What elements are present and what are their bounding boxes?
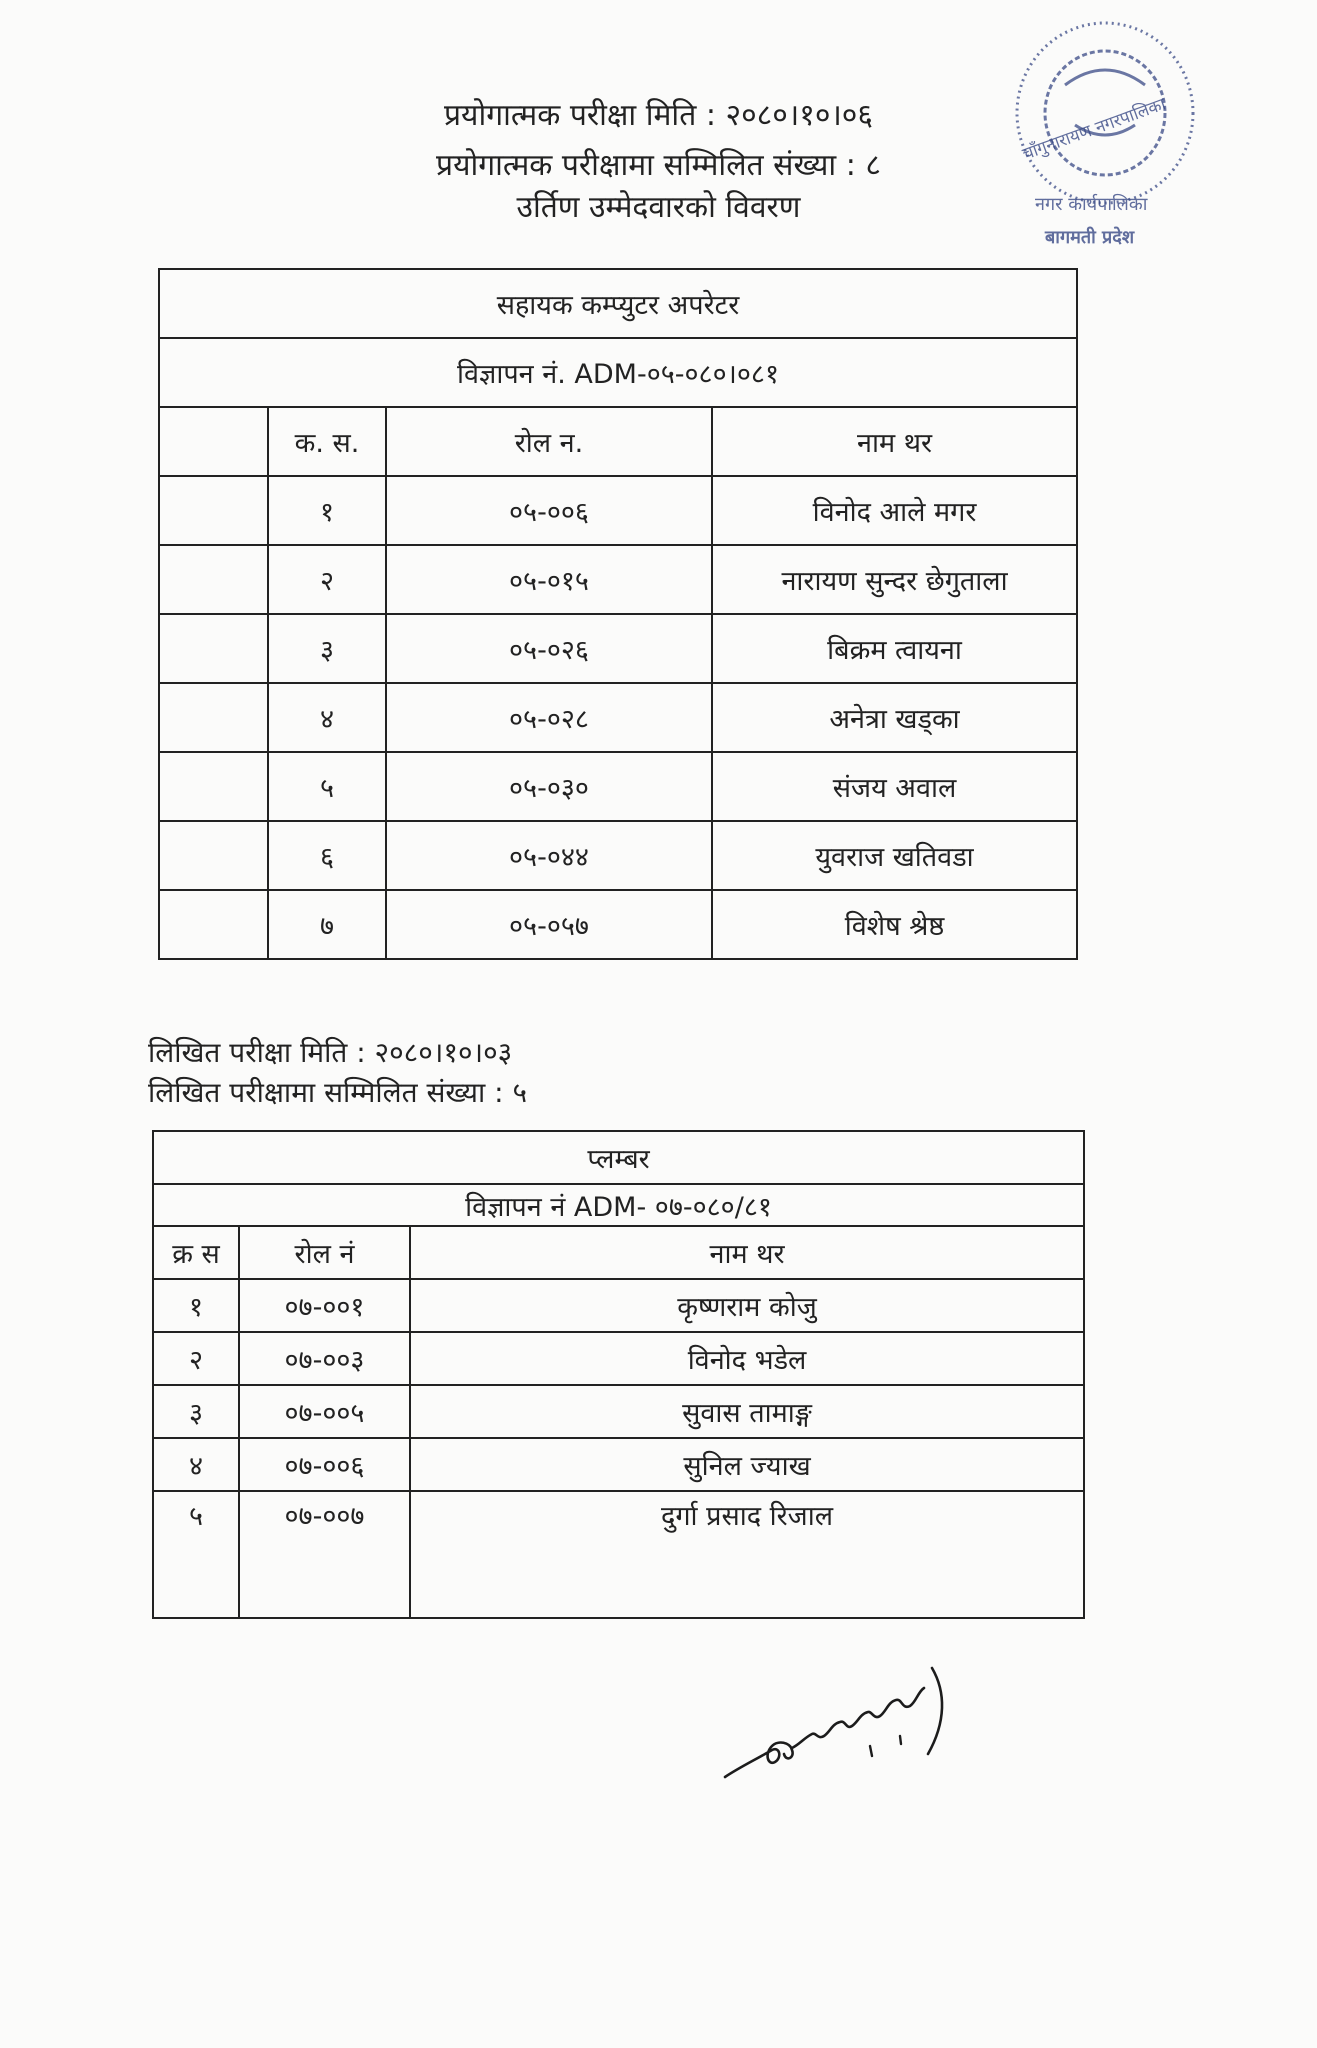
table-row xyxy=(159,752,1077,821)
roll-cell: ०५-०४४ xyxy=(386,821,712,890)
name-cell: युवराज खतिवडा xyxy=(712,821,1077,890)
table-row xyxy=(159,476,1077,545)
advertisement-number: विज्ञापन नं. ADM-०५-०८०।०८१ xyxy=(159,338,1077,407)
roll-cell: ०७-००५ xyxy=(239,1385,410,1438)
name-cell: संजय अवाल xyxy=(712,752,1077,821)
roll-cell: ०५-०३० xyxy=(386,752,712,821)
name-cell: सुनिल ज्याख xyxy=(410,1438,1084,1491)
signature xyxy=(720,1662,965,1797)
roll-cell: ०७-००७ xyxy=(239,1491,410,1618)
serial-cell: ५ xyxy=(268,752,386,821)
written-exam-count: लिखित परीक्षामा सम्मिलित संख्या : ५ xyxy=(148,1076,528,1109)
table-row xyxy=(153,1332,1084,1385)
table-title: सहायक कम्प्युटर अपरेटर xyxy=(159,269,1077,338)
table-header-row xyxy=(159,407,1077,476)
header-serial: क्र स xyxy=(153,1226,239,1279)
header-name: नाम थर xyxy=(410,1226,1084,1279)
blank-cell xyxy=(159,407,268,476)
advertisement-number: विज्ञापन नं ADM- ०७-०८०/८१ xyxy=(153,1184,1084,1226)
name-cell: विनोद भडेल xyxy=(410,1332,1084,1385)
serial-cell: ६ xyxy=(268,821,386,890)
written-exam-date: लिखित परीक्षा मिति : २०८०।१०।०३ xyxy=(148,1036,513,1069)
serial-cell: ३ xyxy=(153,1385,239,1438)
roll-cell: ०५-०१५ xyxy=(386,545,712,614)
plumber-table xyxy=(152,1130,1085,1619)
name-cell: सुवास तामाङ्ग xyxy=(410,1385,1084,1438)
roll-cell: ०७-००१ xyxy=(239,1279,410,1332)
serial-cell: १ xyxy=(153,1279,239,1332)
passed-candidates-heading: उर्तिण उम्मेदवारको विवरण xyxy=(516,190,801,225)
name-cell: बिक्रम त्वायना xyxy=(712,614,1077,683)
serial-cell: ७ xyxy=(268,890,386,959)
serial-cell: ४ xyxy=(153,1438,239,1491)
header-name: नाम थर xyxy=(712,407,1077,476)
table-row xyxy=(153,1385,1084,1438)
table-row xyxy=(153,1279,1084,1332)
serial-cell: ३ xyxy=(268,614,386,683)
name-cell: दुर्गा प्रसाद रिजाल xyxy=(410,1491,1084,1618)
name-cell: अनेत्रा खड्का xyxy=(712,683,1077,752)
table-title: प्लम्बर xyxy=(153,1131,1084,1184)
name-cell: विशेष श्रेष्ठ xyxy=(712,890,1077,959)
roll-cell: ०५-०२८ xyxy=(386,683,712,752)
office-stamp xyxy=(1005,15,1210,250)
serial-cell: १ xyxy=(268,476,386,545)
table-row xyxy=(153,1491,1084,1618)
practical-exam-count: प्रयोगात्मक परीक्षामा सम्मिलित संख्या : ८ xyxy=(436,148,881,183)
name-cell: विनोद आले मगर xyxy=(712,476,1077,545)
serial-cell: ५ xyxy=(153,1491,239,1618)
table-row xyxy=(153,1438,1084,1491)
serial-cell: २ xyxy=(153,1332,239,1385)
table-row xyxy=(159,545,1077,614)
header-serial: क. स. xyxy=(268,407,386,476)
table-row xyxy=(159,683,1077,752)
roll-cell: ०५-००६ xyxy=(386,476,712,545)
roll-cell: ०७-००३ xyxy=(239,1332,410,1385)
name-cell: कृष्णराम कोजु xyxy=(410,1279,1084,1332)
table-row xyxy=(159,821,1077,890)
name-cell: नारायण सुन्दर छेगुताला xyxy=(712,545,1077,614)
computer-operator-table xyxy=(158,268,1078,960)
svg-text:चाँगुनारायण नगरपालिका: चाँगुनारायण नगरपालिका xyxy=(1019,94,1169,165)
table-row xyxy=(159,614,1077,683)
table-header-row xyxy=(153,1226,1084,1279)
header-roll: रोल न. xyxy=(386,407,712,476)
practical-exam-date: प्रयोगात्मक परीक्षा मिति : २०८०।१०।०६ xyxy=(443,98,874,133)
header-roll: रोल नं xyxy=(239,1226,410,1279)
roll-cell: ०५-०५७ xyxy=(386,890,712,959)
table-row xyxy=(159,890,1077,959)
svg-text:नगर कार्यपालिका: नगर कार्यपालिका xyxy=(1035,194,1148,215)
svg-text:बागमती प्रदेश: बागमती प्रदेश xyxy=(1045,227,1135,248)
serial-cell: २ xyxy=(268,545,386,614)
serial-cell: ४ xyxy=(268,683,386,752)
roll-cell: ०५-०२६ xyxy=(386,614,712,683)
roll-cell: ०७-००६ xyxy=(239,1438,410,1491)
